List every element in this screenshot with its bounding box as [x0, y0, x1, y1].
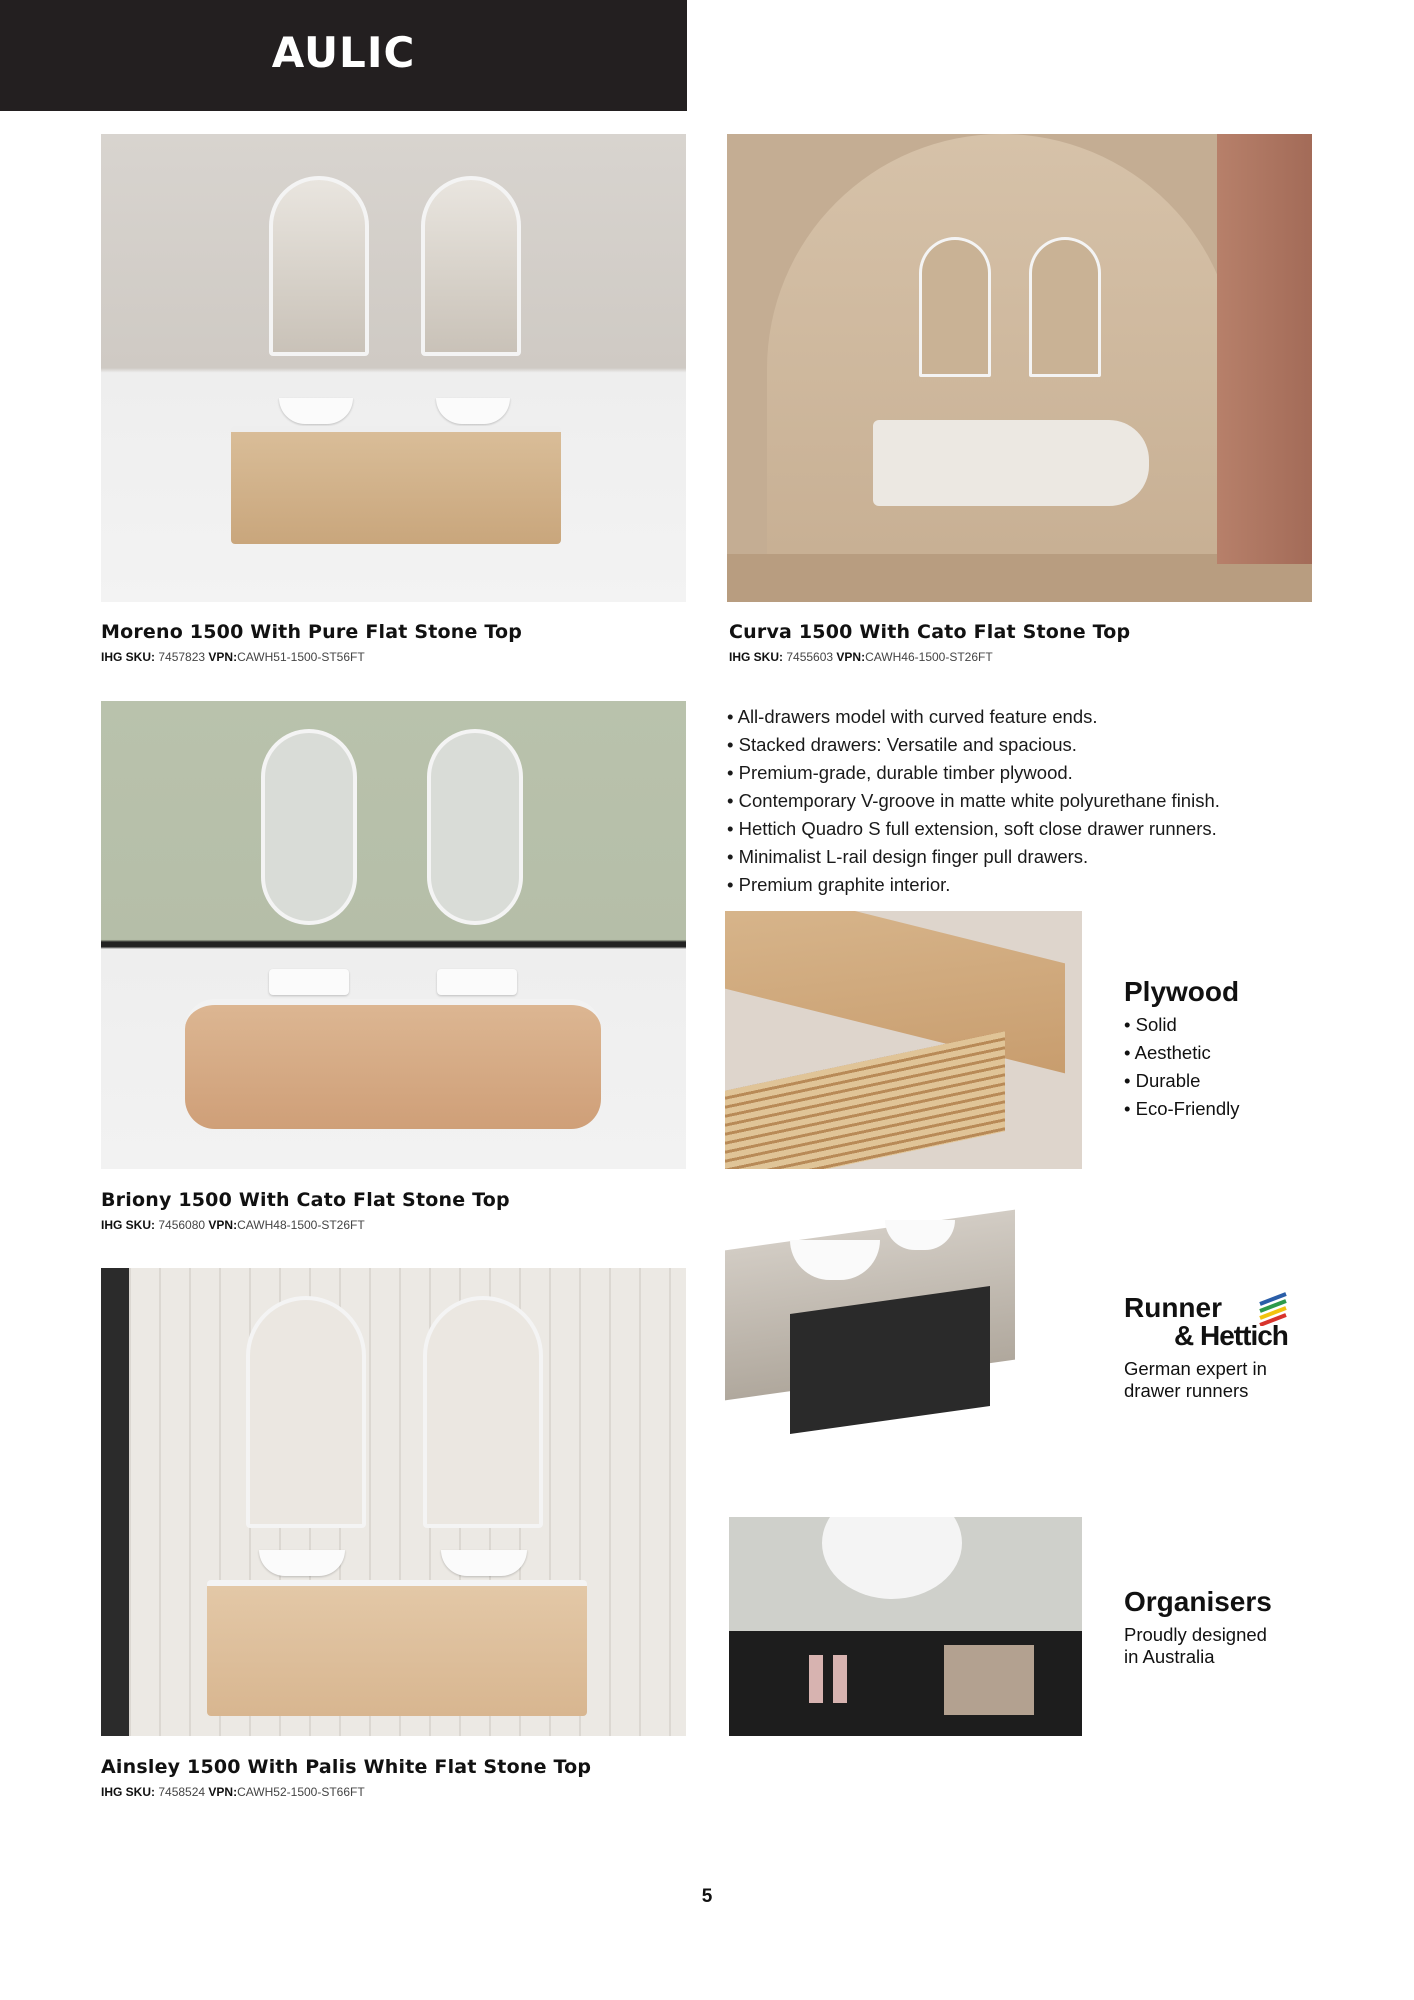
feature-item: • Minimalist L-rail design finger pull drawers.: [727, 843, 1220, 871]
product-title: Moreno 1500 With Pure Flat Stone Top: [101, 621, 523, 643]
feature-list: [727, 703, 1220, 899]
product-title: Briony 1500 With Cato Flat Stone Top: [101, 1189, 510, 1211]
product-photo-ainsley: [101, 1268, 686, 1736]
product-sku: IHG SKU: 7455603 VPN:CAWH46-1500-ST26FT: [729, 650, 993, 664]
product-sku: IHG SKU: 7456080 VPN:CAWH48-1500-ST26FT: [101, 1218, 365, 1232]
plywood-heading: Plywood: [1124, 976, 1240, 1007]
runner-photo: [725, 1190, 1055, 1460]
product-title: Curva 1500 With Cato Flat Stone Top: [729, 621, 1131, 643]
organisers-photo: [729, 1517, 1082, 1736]
product-sku: IHG SKU: 7458524 VPN:CAWH52-1500-ST66FT: [101, 1785, 365, 1799]
runner-heading: Runner: [1124, 1292, 1222, 1323]
product-photo-curva: [727, 134, 1312, 602]
plywood-photo: [725, 911, 1082, 1169]
feature-item: • Premium graphite interior.: [727, 871, 1220, 899]
runner-text-1: German expert in: [1124, 1358, 1267, 1379]
feature-item: • All-drawers model with curved feature ends.: [727, 703, 1220, 731]
plywood-item: • Durable: [1124, 1067, 1239, 1095]
brand-header: [0, 0, 687, 111]
plywood-item: • Aesthetic: [1124, 1039, 1239, 1067]
page-number: 5: [701, 1886, 713, 1907]
organisers-heading: Organisers: [1124, 1586, 1272, 1617]
organisers-text-2: in Australia: [1124, 1646, 1215, 1667]
product-photo-briony: [101, 701, 686, 1169]
plywood-item: • Eco-Friendly: [1124, 1095, 1239, 1123]
hettich-logo: & Hettich: [1174, 1320, 1288, 1351]
product-title: Ainsley 1500 With Palis White Flat Stone Top: [101, 1756, 592, 1778]
plywood-item: • Solid: [1124, 1011, 1239, 1039]
plywood-list: [1124, 1011, 1239, 1123]
feature-item: • Stacked drawers: Versatile and spacious.: [727, 731, 1220, 759]
product-photo-moreno: [101, 134, 686, 602]
product-sku: IHG SKU: 7457823 VPN:CAWH51-1500-ST56FT: [101, 650, 365, 664]
hettich-stripes-icon: [1258, 1292, 1290, 1326]
feature-item: • Premium-grade, durable timber plywood.: [727, 759, 1220, 787]
feature-item: • Contemporary V-groove in matte white polyurethane finish.: [727, 787, 1220, 815]
organisers-text-1: Proudly designed: [1124, 1624, 1267, 1645]
runner-text-2: drawer runners: [1124, 1380, 1249, 1401]
feature-item: • Hettich Quadro S full extension, soft close drawer runners.: [727, 815, 1220, 843]
brand-title: AULIC: [271, 28, 416, 77]
